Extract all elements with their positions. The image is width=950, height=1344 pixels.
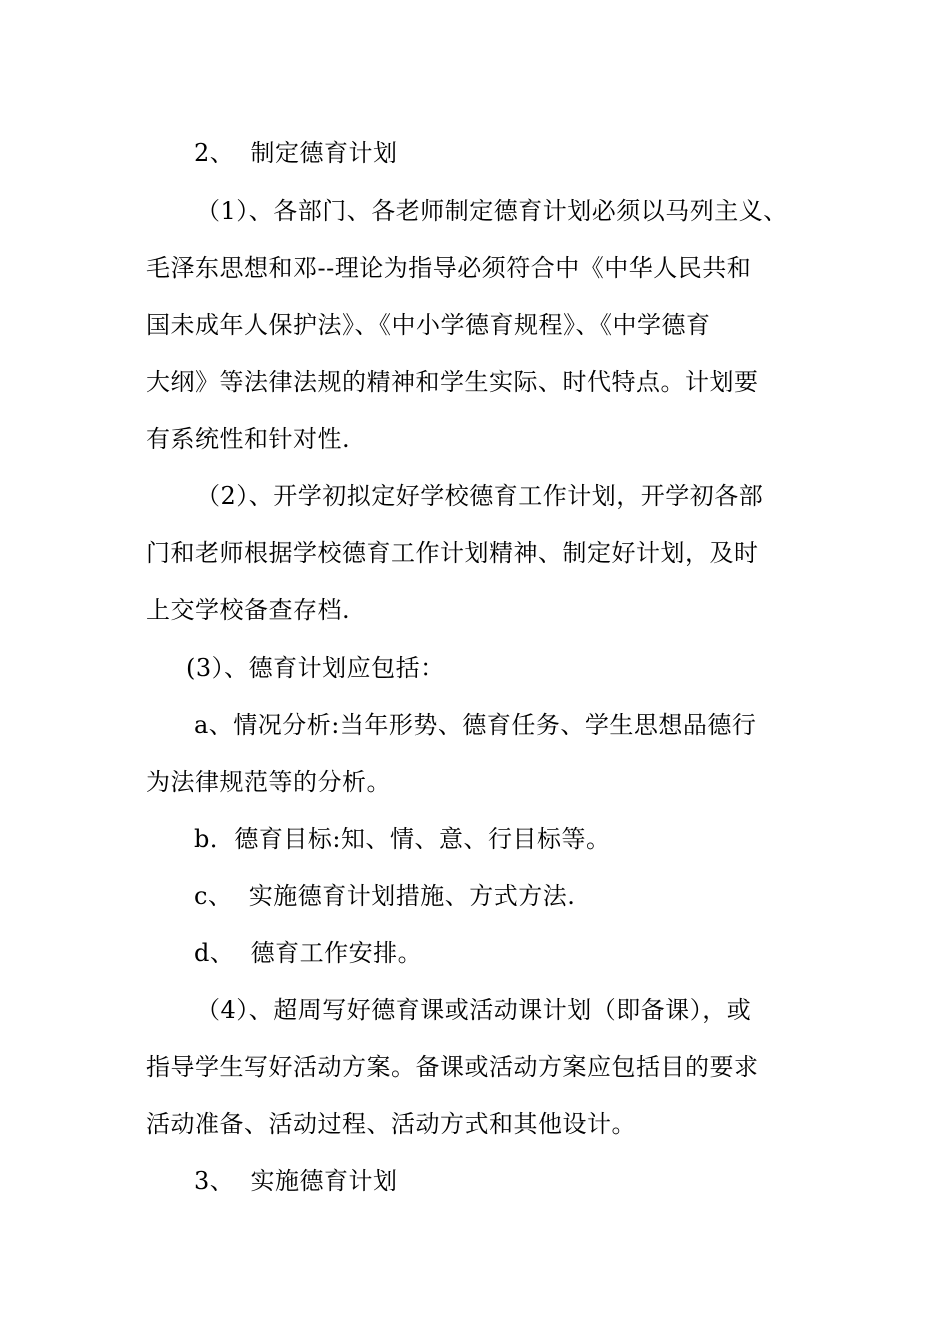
section-heading-2: 2、 制定德育计划 <box>194 139 398 167</box>
list-item-c: c、 实施德育计划措施、方式方法. <box>194 882 576 910</box>
paragraph-line: （1）、各部门、各老师制定德育计划必须以马列主义、 <box>196 197 788 225</box>
paragraph-line: 门和老师根据学校德育工作计划精神、制定好计划，及时 <box>146 539 759 567</box>
list-item-b: b．德育目标:知、情、意、行目标等。 <box>194 825 611 853</box>
paragraph-line: （4）、超周写好德育课或活动课计划（即备课），或 <box>196 996 752 1024</box>
paragraph-line: （2）、开学初拟定好学校德育工作计划，开学初各部 <box>196 482 764 510</box>
paragraph-line: 有系统性和针对性. <box>146 425 351 453</box>
paragraph-line: (3）、德育计划应包括： <box>186 654 445 682</box>
list-item-d: d、 德育工作安排。 <box>194 939 423 967</box>
paragraph-line: 为法律规范等的分析。 <box>146 768 391 796</box>
paragraph-line: 活动准备、活动过程、活动方式和其他设计。 <box>146 1110 636 1138</box>
paragraph-line: 国未成年人保护法》、《中小学德育规程》、《中学德育 <box>146 311 711 339</box>
paragraph-line: 上交学校备查存档. <box>146 596 351 624</box>
section-heading-3: 3、 实施德育计划 <box>194 1167 398 1195</box>
paragraph-line: 毛泽东思想和邓--理论为指导必须符合中《中华人民共和 <box>146 254 752 282</box>
paragraph-line: 大纲》等法律法规的精神和学生实际、时代特点。计划要 <box>146 368 759 396</box>
paragraph-line: 指导学生写好活动方案。备课或活动方案应包括目的要求 <box>146 1053 759 1081</box>
list-item-a: a、情况分析:当年形势、德育任务、学生思想品德行 <box>194 711 757 739</box>
